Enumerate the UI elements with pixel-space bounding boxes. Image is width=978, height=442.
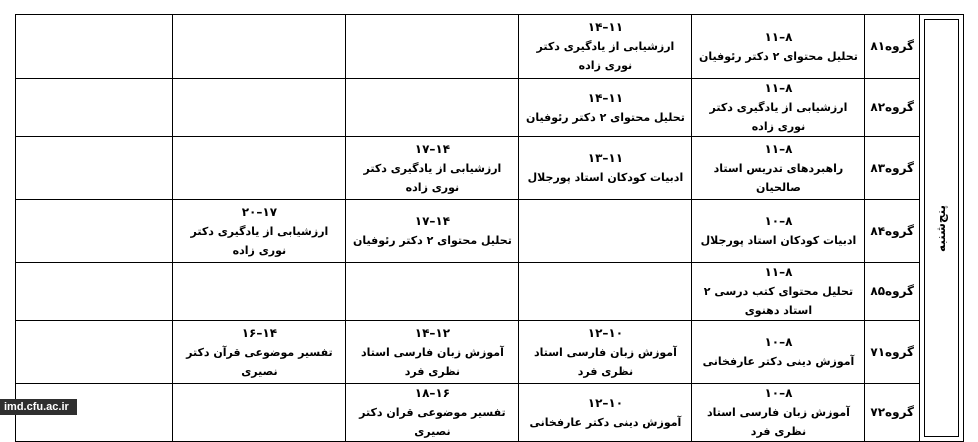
course-title: تفسیر موضوعی قران دکتر نصیری (359, 406, 506, 438)
class-time: ۱۲–۱۴ (414, 325, 451, 340)
time-slot-cell (692, 263, 865, 321)
course-title: ارزشیابی از یادگیری دکتر نوری زاده (363, 161, 502, 194)
class-time: ۱۴–۱۶ (241, 325, 278, 340)
course-title: آموزش دینی دکتر عارفخانی (702, 355, 855, 368)
class-time: ۱۴–۱۷ (414, 214, 451, 228)
class-time: ۸–۱۱ (764, 265, 793, 279)
time-slot-cell (16, 15, 173, 79)
schedule-row (16, 200, 964, 263)
time-slot-cell (16, 321, 173, 384)
time-slot-cell (173, 384, 346, 442)
course-title: ادبیات کودکان استاد پورجلال (700, 234, 857, 247)
time-slot-cell (519, 15, 692, 79)
time-slot-cell (346, 137, 519, 200)
time-slot-cell (519, 263, 692, 321)
class-time: ۸–۱۰ (764, 214, 793, 228)
class-time: ۱۱–۱۳ (587, 151, 624, 165)
time-slot-cell (346, 79, 519, 137)
time-slot-cell (173, 15, 346, 79)
group-name: گروه۸۲ (865, 79, 920, 137)
group-name: گروه۸۱ (865, 15, 920, 79)
time-slot-cell (346, 384, 519, 442)
course-title: تحلیل محتوای ۲ دکتر رئوفیان (699, 49, 858, 63)
time-slot-cell (173, 79, 346, 137)
course-title: تحلیل محتوای ۲ دکتر رئوفیان (526, 110, 685, 124)
time-slot-cell (346, 15, 519, 79)
class-time: ۱۷–۲۰ (241, 204, 278, 219)
group-name: گروه۸۵ (865, 263, 920, 321)
schedule-row (16, 321, 964, 384)
schedule-row (16, 384, 964, 442)
schedule-row (16, 15, 964, 79)
schedule-body (16, 15, 964, 442)
course-title: آموزش زبان فارسی استاد نظری فرد (360, 345, 504, 378)
course-title: ارزشیابی از یادگیری دکتر نوری زاده (709, 101, 848, 133)
group-name: گروه۷۲ (865, 384, 920, 442)
time-slot-cell (173, 200, 346, 263)
time-slot-cell (519, 137, 692, 200)
time-slot-cell (692, 384, 865, 442)
class-time: ۸–۱۱ (764, 81, 793, 95)
course-title: ادبیات کودکان استاد پورجلال (527, 171, 684, 184)
day-label: پنج‌شنبه (933, 204, 948, 252)
class-time: ۱۶–۱۸ (414, 386, 451, 400)
time-slot-cell (16, 263, 173, 321)
time-slot-cell (519, 200, 692, 263)
time-slot-cell (519, 321, 692, 384)
course-title: ارزشیابی از یادگیری دکتر نوری زاده (190, 224, 329, 257)
time-slot-cell (173, 137, 346, 200)
time-slot-cell (692, 15, 865, 79)
class-time: ۸–۱۱ (764, 29, 793, 44)
class-time: ۸–۱۰ (764, 335, 793, 349)
course-title: آموزش دینی دکتر عارفخانی (529, 415, 682, 429)
time-slot-cell (346, 263, 519, 321)
course-title: آموزش زبان فارسی استاد نظری فرد (706, 406, 850, 438)
time-slot-cell (519, 79, 692, 137)
day-cell (919, 15, 963, 442)
time-slot-cell (692, 79, 865, 137)
course-title: آموزش زبان فارسی استاد نظری فرد (533, 345, 677, 378)
site-watermark: imd.cfu.ac.ir (0, 399, 77, 415)
time-slot-cell (692, 200, 865, 263)
class-time: ۸–۱۰ (764, 386, 793, 400)
time-slot-cell (346, 200, 519, 263)
group-name: گروه۷۱ (865, 321, 920, 384)
course-title: تحلیل محتوای کتب درسی ۲ استاد دهنوی (703, 285, 854, 317)
time-slot-cell (173, 263, 346, 321)
class-schedule-table (15, 14, 964, 442)
time-slot-cell (16, 200, 173, 263)
time-slot-cell (173, 321, 346, 384)
class-time: ۱۱–۱۴ (587, 90, 624, 105)
course-title: تفسیر موضوعی قرآن دکتر نصیری (186, 345, 333, 378)
time-slot-cell (16, 79, 173, 137)
day-frame (924, 19, 959, 437)
class-time: ۱۰–۱۲ (587, 325, 624, 340)
class-time: ۱۱–۱۴ (587, 20, 624, 34)
time-slot-cell (346, 321, 519, 384)
time-slot-cell (692, 137, 865, 200)
time-slot-cell (692, 321, 865, 384)
schedule-row (16, 137, 964, 200)
time-slot-cell (519, 384, 692, 442)
group-name: گروه۸۴ (865, 200, 920, 263)
group-name: گروه۸۳ (865, 137, 920, 200)
course-title: راهبردهای تدریس استاد صالحیان (713, 161, 844, 194)
schedule-row (16, 79, 964, 137)
time-slot-cell (16, 137, 173, 200)
course-title: تحلیل محتوای ۲ دکتر رئوفیان (353, 234, 512, 247)
class-time: ۱۰–۱۲ (587, 395, 624, 410)
course-title: ارزشیابی از یادگیری دکتر نوری زاده (536, 40, 675, 72)
class-time: ۱۴–۱۷ (414, 141, 451, 156)
class-time: ۸–۱۱ (764, 141, 793, 156)
schedule-row (16, 263, 964, 321)
